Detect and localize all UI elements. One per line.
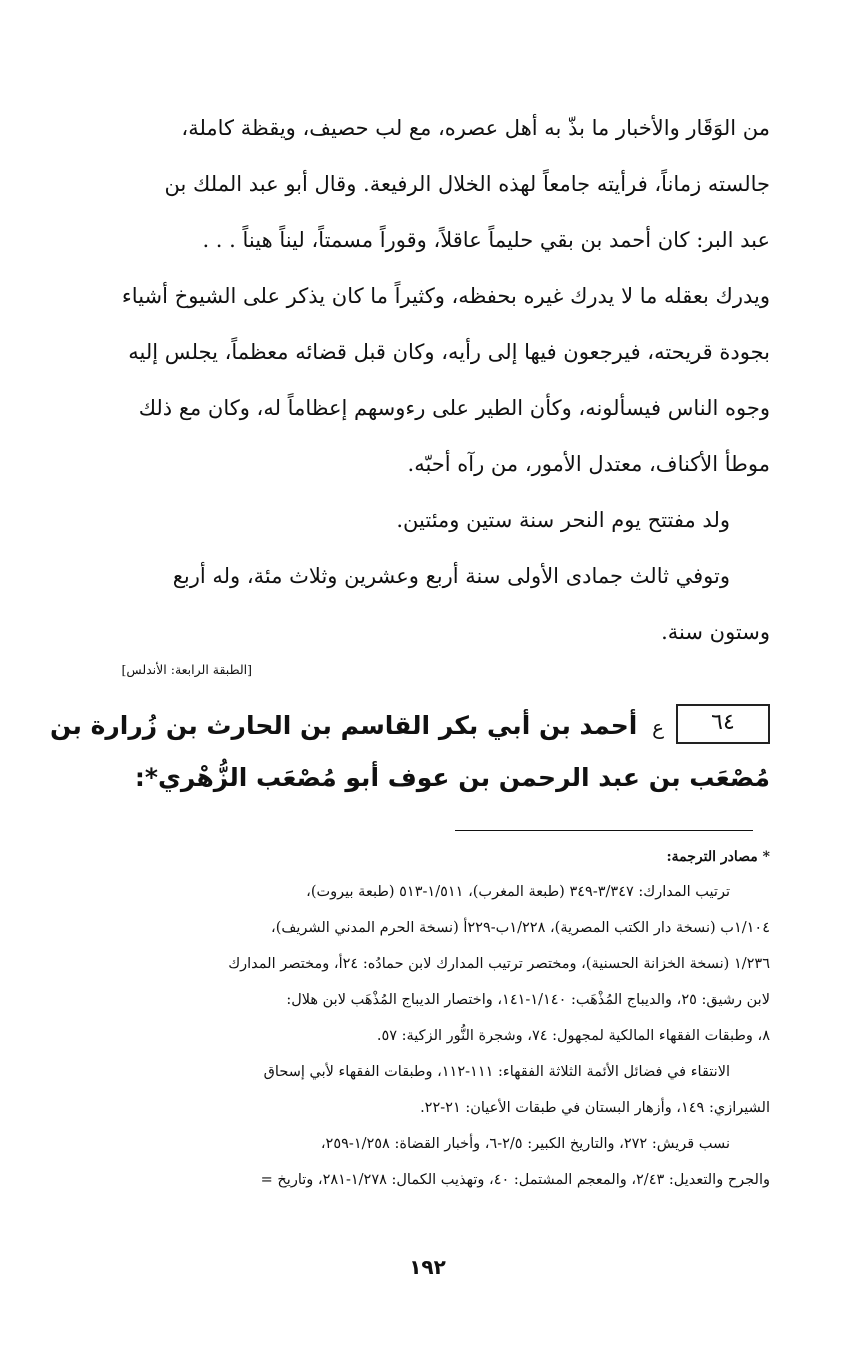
death-line: وستون سنة. [661, 620, 770, 644]
footnote-divider [455, 830, 753, 831]
footnote-line: نسب قريش: ٢٧٢، والتاريخ الكبير: ٢/٥-٦، وأخبار القضاة: ١/٢٥٨-٢٥٩، [320, 1136, 730, 1152]
body-line: وجوه الناس فيسألونه، وكأن الطير على رءوسهم إعظاماً له، وكان مع ذلك [138, 396, 770, 420]
footnote-line: ٨، وطبقات الفقهاء المالكية لمجهول: ٧٤، وشجرة النُّور الزكية: ٥٧. [376, 1028, 770, 1044]
entry-name-part-1: أحمد بن أبي بكر القاسم بن الحارث بن زُرارة بن [50, 711, 638, 740]
footnotes [40, 840, 770, 1198]
biography-body [45, 100, 770, 660]
body-line: موطأ الأكناف، معتدل الأمور، من رآه أحبّه. [407, 452, 770, 476]
birth-line: ولد مفتتح يوم النحر سنة ستين ومئتين. [396, 508, 730, 532]
footnote-line: الشيرازي: ١٤٩، وأزهار البستان في طبقات الأعيان: ٢١-٢٢. [420, 1100, 770, 1116]
body-line: ويدرك بعقله ما لا يدرك غيره بحفظه، وكثيراً ما كان يذكر على الشيوخ أشياء [121, 284, 770, 308]
footnote-line: الانتقاء في فضائل الأئمة الثلاثة الفقهاء: ١١١-١١٢، وطبقات الفقهاء لأبي إسحاق [263, 1064, 730, 1080]
page-number: ١٩٢ [409, 1255, 446, 1279]
footnote-line: والجرح والتعديل: ٢/٤٣، والمعجم المشتمل: ٤٠، وتهذيب الكمال: ١/٢٧٨-٢٨١، وتاريخ = [260, 1172, 770, 1188]
entry-name-part-2: مُصْعَب بن عبد الرحمن بن عوف أبو مُصْعَب الزُّهْري*: [134, 763, 770, 792]
body-line: عبد البر: كان أحمد بن بقي حليماً عاقلاً، وقوراً مسمتاً، ليناً هيناً . . . [202, 228, 770, 252]
body-line: بجودة قريحته، فيرجعون فيها إلى رأيه، وكان قبل قضائه معظماً، يجلس إليه [128, 340, 770, 364]
entry-heading [30, 700, 770, 804]
body-line: جالسته زماناً، فرأيته جامعاً لهذه الخلال الرفيعة. وقال أبو عبد الملك بن [164, 172, 770, 196]
death-line: وتوفي ثالث جمادى الأولى سنة أربع وعشرين وثلاث مئة، وله أربع [172, 564, 730, 588]
entry-marker: ع [652, 715, 664, 739]
entry-number-box: ٦٤ [676, 704, 770, 744]
footnote-line: ١/٢٣٦ (نسخة الخزانة الحسنية)، ومختصر ترتيب المدارك لابن حمادُه: ٢٤أ، ومختصر المدارك [228, 956, 770, 972]
footnote-heading: * مصادر الترجمة: [666, 849, 770, 865]
section-tag: [الطبقة الرابعة: الأندلس] [121, 662, 252, 677]
footnote-line: لابن رشيق: ٢٥، والديباج المُذْهَب: ١/١٤٠-١٤١، واختصار الديباج المُذْهَب لابن هلال: [286, 992, 770, 1008]
footnote-line: ١/١٠٤ب (نسخة دار الكتب المصرية)، ١/٢٢٨ب-٢٢٩أ (نسخة الحرم المدني الشريف)، [271, 920, 770, 936]
body-line: من الوَقَار والأخبار ما بذّ به أهل عصره، مع لب حصيف، ويقظة كاملة، [181, 116, 770, 140]
footnote-line: ترتيب المدارك: ٣/٣٤٧-٣٤٩ (طبعة المغرب)، ١/٥١١-٥١٣ (طبعة بيروت)، [306, 884, 730, 900]
entry-heading-line-1 [30, 700, 770, 752]
